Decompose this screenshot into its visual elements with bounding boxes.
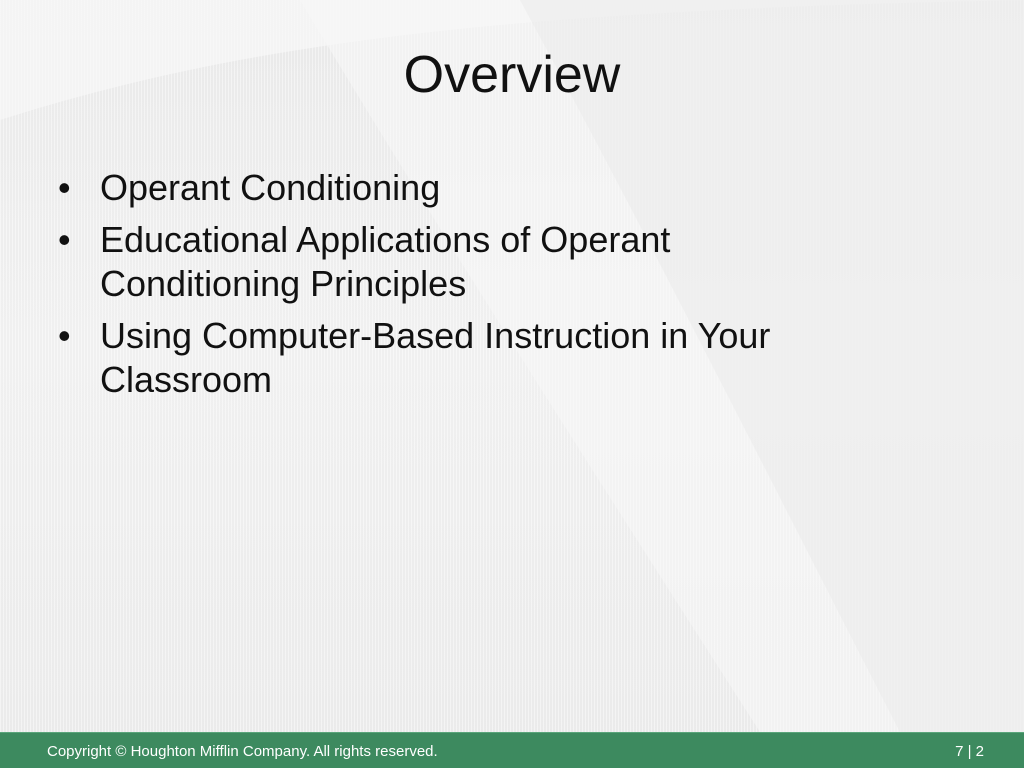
bullet-marker: • [58,219,71,260]
bullet-marker: • [58,167,71,208]
copyright-notice: Copyright © Houghton Mifflin Company. All rights reserved. [47,743,438,760]
bullet-text: Operant Conditioning [100,167,441,208]
slide-title: Overview [403,46,621,104]
footer-bar [0,732,1024,768]
bullet-item [58,218,818,306]
bullet-item [58,314,818,402]
bullet-list [58,166,818,410]
bullet-text: Educational Applications of Operant Conditioning Principles [100,219,671,304]
bullet-item [58,166,818,210]
page-number: 7 | 2 [955,743,984,760]
bullet-marker: • [58,315,71,356]
bullet-text: Using Computer-Based Instruction in Your Classroom [100,315,771,400]
